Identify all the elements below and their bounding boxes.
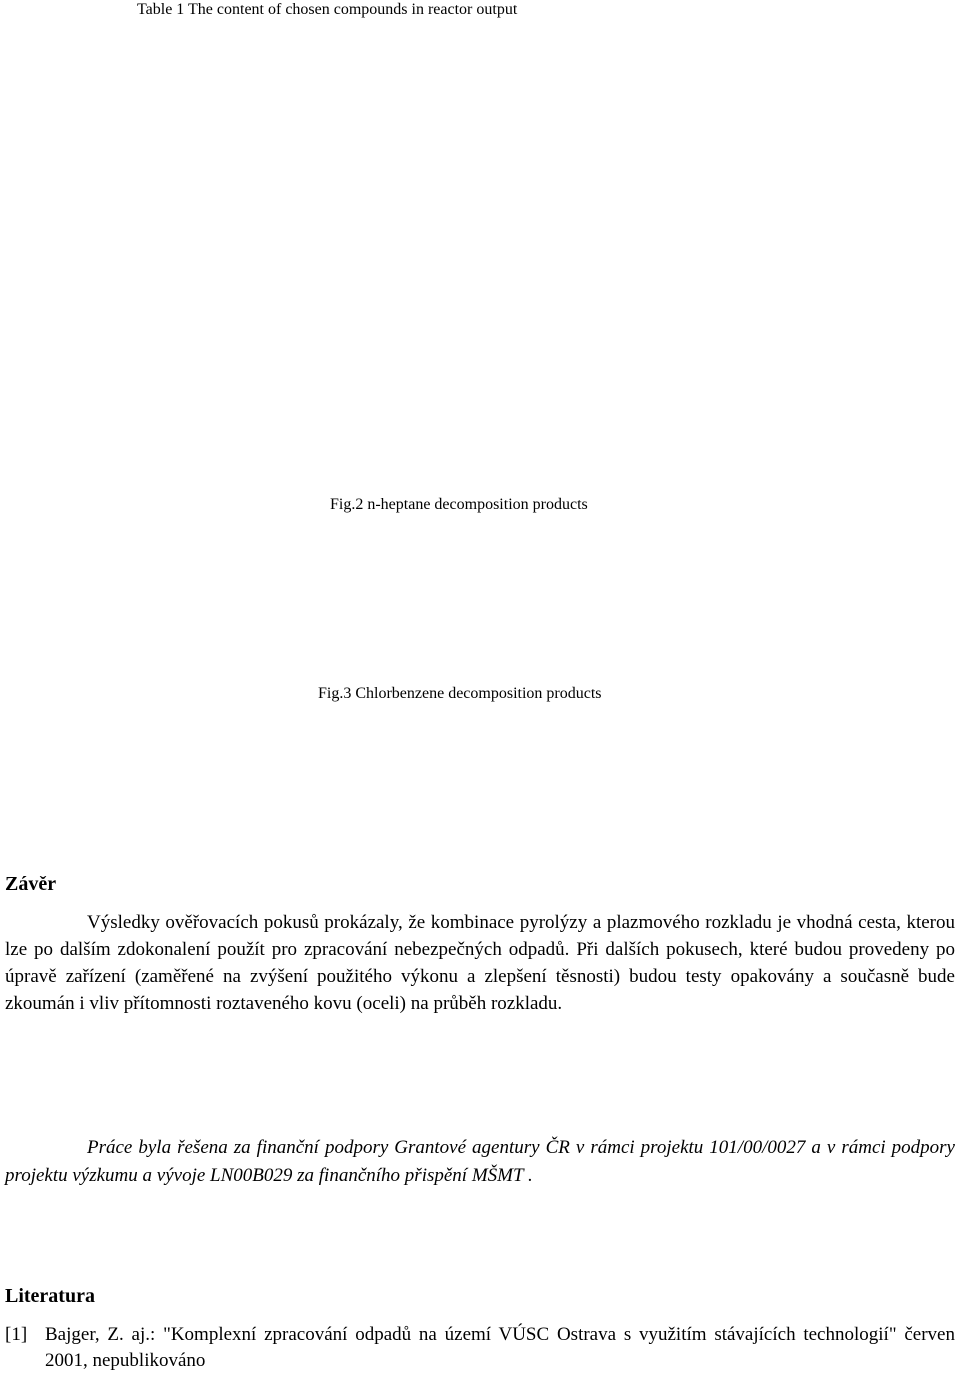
table-1-caption: Table 1 The content of chosen compounds in reactor output [137,1,518,18]
conclusion-paragraph: Výsledky ověřovacích pokusů prokázaly, že kombinace pyrolýzy a plazmového rozkladu je vhodná cesta, kterou lze po dalším zdokonalení použít pro zpracování nebezpečných odpadů. Při dalších pokusech, které budou provedeny po úpravě zařízení (zaměřené na zvýšení použitého výkonu a zlepšení těsnosti) budou testy opakovány a současně bude zkoumán i vliv přítomnosti roztaveného kovu (oceli) na průběh rozkladu. [5,912,955,1014]
reference-text: Bajger, Z. aj.: "Komplexní zpracování odpadů na území VÚSC Ostrava s využitím stávajících technologií" červen 2001, nepublikováno [45,1324,955,1371]
literature-heading: Literatura [5,1285,95,1307]
reference-item [5,1322,955,1374]
figure-2-caption: Fig.2 n-heptane decomposition products [330,496,588,513]
reference-number: [1] [5,1324,28,1345]
acknowledgement-paragraph: Práce byla řešena za finanční podpory Grantové agentury ČR v rámci projektu 101/00/0027 a v rámci podpory projektu výzkumu a vývoje LN00B029 za finančního přispění MŠMT . [5,1137,955,1186]
conclusion-heading: Závěr [5,873,57,895]
figure-3-caption: Fig.3 Chlorbenzene decomposition products [318,685,602,702]
